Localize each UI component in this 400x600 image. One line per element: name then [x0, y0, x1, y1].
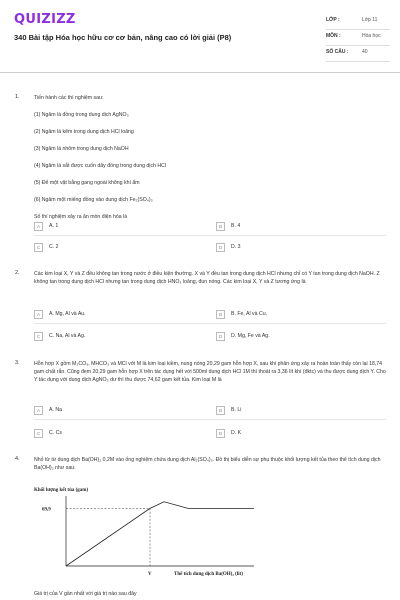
- question-line: Số thí nghiệm xảy ra ăn mòn điện hóa là: [34, 214, 128, 220]
- meta-value-count: 40: [362, 49, 368, 55]
- question-line: (3) Ngâm lá nhôm trong dung dịch NaOH: [34, 146, 129, 152]
- meta-panel: [326, 14, 390, 62]
- question-line: (2) Ngâm lá kẽm trong dung dịch HCl loãng: [34, 129, 134, 135]
- option-divider: [34, 323, 386, 324]
- question-body: [34, 270, 386, 286]
- question-number: 2.: [15, 270, 20, 276]
- question-body: [34, 94, 386, 221]
- question-number: 3.: [15, 360, 20, 366]
- question-line: (6) Ngâm một miếng đồng vào dung dịch Fe₂(SO₄)₃: [34, 197, 153, 203]
- option-text: A. Mg, Al và Au.: [49, 311, 86, 317]
- option-letter-box: D: [216, 332, 225, 341]
- option-letter-box: C: [34, 243, 43, 252]
- series-line: [66, 502, 254, 566]
- option-text: D. Mg, Fe và Ag.: [231, 333, 270, 339]
- question-line: (1) Ngâm lá đồng trong dung dịch AgNO₃: [34, 112, 129, 118]
- option-text: D. K: [231, 430, 242, 436]
- meta-row-class: [326, 14, 390, 30]
- question-footer-text: Giá trị của V gần nhất với giá trị nào sau đây: [34, 591, 137, 597]
- option-text: A. Na: [49, 407, 62, 413]
- page-header: [0, 0, 400, 72]
- option-letter-box: B: [216, 222, 225, 231]
- option-letter-box: D: [216, 429, 225, 438]
- option-text: A. 1: [49, 223, 59, 229]
- question-line: Các kim loại X, Y và Z đều không tan trong nước ở điều kiện thường. X và Y đều tan trong dung dịch HCl nhưng chỉ có Y tan trong dung dịch NaOH. Z không tan trong dung dịch HCl nhưng tan trong dung dịch HNO₃ loãng, đun nóng. Các kim loại X, Y và Z tương ứng là: [34, 271, 380, 285]
- question-body: [34, 456, 386, 472]
- meta-row-count: [326, 46, 390, 62]
- chart-xlabel: Thể tích dung dịch Ba(OH)₂ (lít): [174, 572, 243, 577]
- option-text: B. Li: [231, 407, 242, 413]
- option-text: C. 2: [49, 244, 59, 250]
- meta-key-count: SỐ CÂU :: [326, 49, 349, 55]
- option-letter-box: A: [34, 222, 43, 231]
- option-divider: [34, 419, 386, 420]
- option-letter-box: B: [216, 406, 225, 415]
- chart-ylabel: Khối lượng kết tủa (gam): [34, 488, 89, 493]
- page-title: 340 Bài tập Hóa học hữu cơ cơ bản, nâng cao có lời giải (P8): [14, 33, 232, 42]
- meta-row-subject: [326, 30, 390, 46]
- x-tick-label: V: [148, 572, 152, 577]
- quizizz-logo: QUIZIZZ: [14, 12, 76, 27]
- meta-value-class: Lớp 11: [362, 17, 378, 23]
- question-number: 4.: [15, 456, 20, 462]
- meta-key-subject: MÔN :: [326, 33, 341, 39]
- option-text: B. 4: [231, 223, 241, 229]
- option-letter-box: B: [216, 310, 225, 319]
- question-line: Hỗn hợp X gồm M₂CO₃, MHCO₃ và MCl với M là kim loại kiềm, nung nóng 20,29 gam hỗn hợp X, sau khi phản ứng xảy ra hoàn toàn thấy còn lại 18,74 gam chất rắn. Cũng đem 20,29 gam hỗn hợp X trên tác dụng hết với 500ml dung dịch HCl 1M thì thoát ra 3,36 lít khí (đktc) và thu được dung dịch Y. Cho Y tác dụng với dung dịch AgNO₃ dư thì thu được 74,62 gam kết tủa. Kim loại M là: [34, 361, 386, 383]
- option-letter-box: D: [216, 243, 225, 252]
- option-divider: [34, 235, 386, 236]
- question-line: (4) Ngâm lá sắt được cuốn dây đồng trong dung dịch HCl: [34, 163, 167, 169]
- question-number: 1.: [15, 94, 20, 100]
- option-text: B. Fe, Al và Cu.: [231, 311, 268, 317]
- option-text: C. Na, Al và Ag.: [49, 333, 86, 339]
- y-tick-label: 69,9: [42, 507, 51, 513]
- option-text: C. Cs: [49, 430, 62, 436]
- question-line: Tiến hành các thí nghiệm sau:: [34, 95, 104, 101]
- option-letter-box: C: [34, 429, 43, 438]
- option-letter-box: A: [34, 406, 43, 415]
- meta-value-subject: Hóa học: [362, 33, 381, 39]
- question-body: [34, 360, 386, 384]
- meta-key-class: LỚP :: [326, 17, 340, 23]
- option-letter-box: C: [34, 332, 43, 341]
- option-letter-box: A: [34, 310, 43, 319]
- question-line: (5) Để một vật bằng gang ngoài không khí ẩm: [34, 180, 140, 186]
- precipitate-chart: [28, 482, 260, 580]
- question-line: Nhỏ từ từ dung dịch Ba(OH)₂ 0,2M vào ống nghiệm chứa dung dịch Al₂(SO₄)₃. Đồ thị biểu diễn sự phụ thuộc khối lượng kết tủa theo thể tích dung dịch Ba(OH)₂ như sau:: [34, 457, 381, 471]
- option-text: D. 3: [231, 244, 241, 250]
- header-divider: [0, 72, 400, 73]
